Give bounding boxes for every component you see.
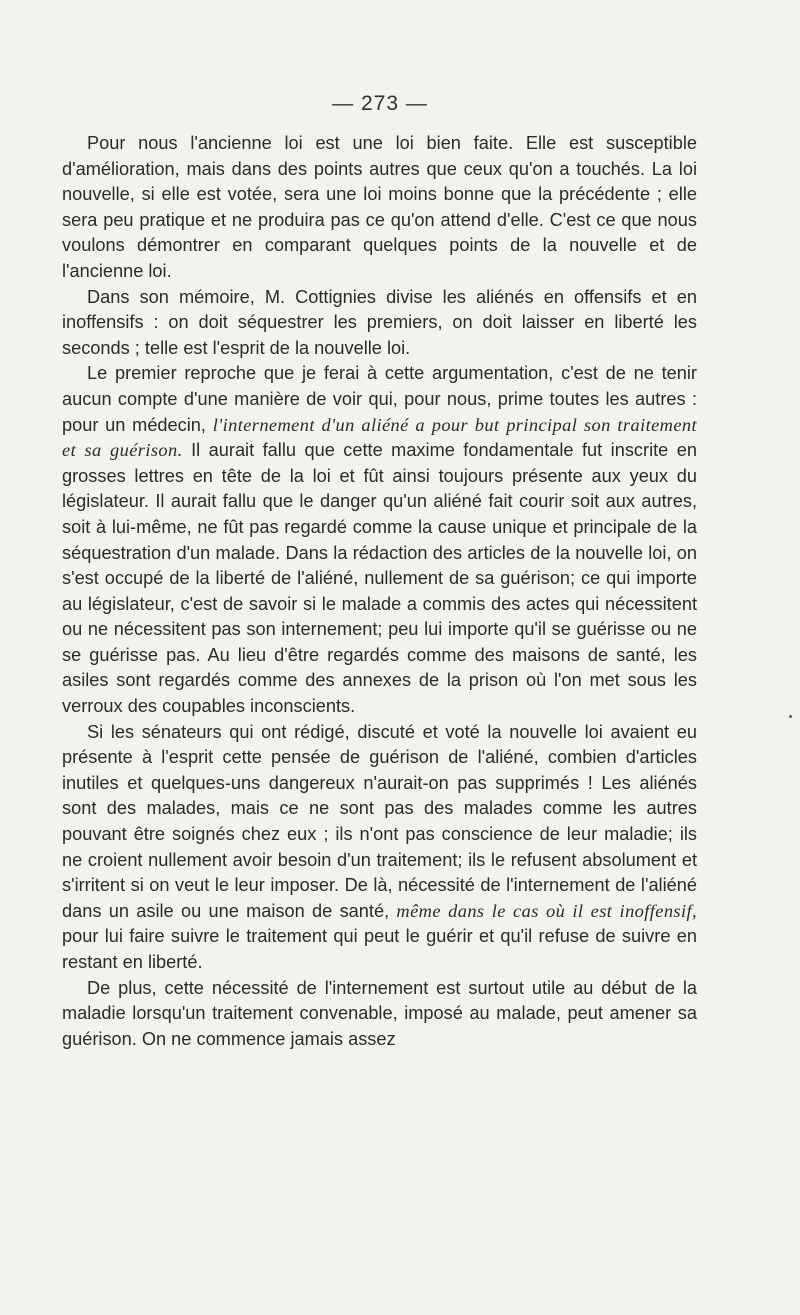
page-number: — 273 — [332,92,428,115]
text-segment: pour lui faire suivre le traitement qui peut le guérir et qu'il refuse de suivre en restant en liberté. [62,926,697,972]
paragraph-2 [62,285,697,362]
text-segment: Si les sénateurs qui ont rédigé, discuté et voté la nouvelle loi avaient eu présente à l'esprit cette pensée de guérison de l'aliéné, combien d'articles inutiles et quelques-uns dangereux n'aurait-on pas supprimés ! Les aliénés sont des malades, mais ce ne sont pas des malades comme les autres pouvant être soignés chez eux ; ils n'ont pas conscience de leur maladie; ils ne croient nullement avoir besoin d'un traitement; ils le refusent absolument et s'irritent si on veut le leur imposer. De là, nécessité de l'internement de l'aliéné dans un asile ou une maison de santé, [62,721,697,921]
paragraph-5 [62,976,697,1053]
text-segment: Dans son mémoire, M. Cottignies divise les aliénés en offensifs et en inoffensifs : on doit séquestrer les premiers, on doit laisser en liberté les seconds ; telle est l'esprit de la nouvelle loi. [62,286,697,358]
text-segment: Pour nous l'ancienne loi est une loi bien faite. Elle est susceptible d'amélioration, mais dans des points autres que ceux qu'on a touchés. La loi nouvelle, si elle est votée, sera une loi moins bonne que la précédente ; elle sera peu pratique et ne produira pas ce qu'on attend d'elle. C'est ce que nous voulons démontrer en comparant quelques points de la nouvelle et de l'ancienne loi. [62,133,697,281]
paragraph-4 [62,720,697,976]
text-segment: Il aurait fallu que cette maxime fondamentale fut inscrite en grosses lettres en tête de la loi et fût ainsi toujours présente aux yeux du législateur. Il aurait fallu que le danger qu'un aliéné fait courir soit aux autres, soit à lui-même, ne fût pas regardé comme la cause unique et principale de la séquestration d'un malade. Dans la rédaction des articles de la nouvelle loi, on s'est occupé de la liberté de l'aliéné, nullement de sa guérison; ce qui importe au législateur, c'est de savoir si le malade a commis des actes qui nécessitent ou ne nécessitent pas son internement; peu lui importe qu'il se guérisse ou ne se guérisse pas. Au lieu d'être regardés comme des maisons de santé, les asiles sont regardés comme des annexes de la prison où l'on met sous les verroux des coupables inconscients. [62,440,697,717]
body-text [62,131,697,1052]
paragraph-1 [62,131,697,285]
text-segment: Le premier reproche que je ferai à cette argumentation, c'est de ne tenir aucun compte d'une manière de voir qui, pour nous, prime toutes les autres : pour un médecin, [62,363,697,435]
print-speck [789,715,792,718]
text-segment: De plus, cette nécessité de l'internement est surtout utile au début de la maladie lorsqu'un traitement convenable, imposé au malade, peut amener sa guérison. On ne commence jamais assez [62,977,697,1049]
paragraph-3 [62,361,697,719]
italic-emphasis: l'internement d'un aliéné a pour but principal son traitement et sa guérison. [62,414,698,461]
italic-emphasis: même dans le cas où il est inoffensif, [396,900,698,921]
